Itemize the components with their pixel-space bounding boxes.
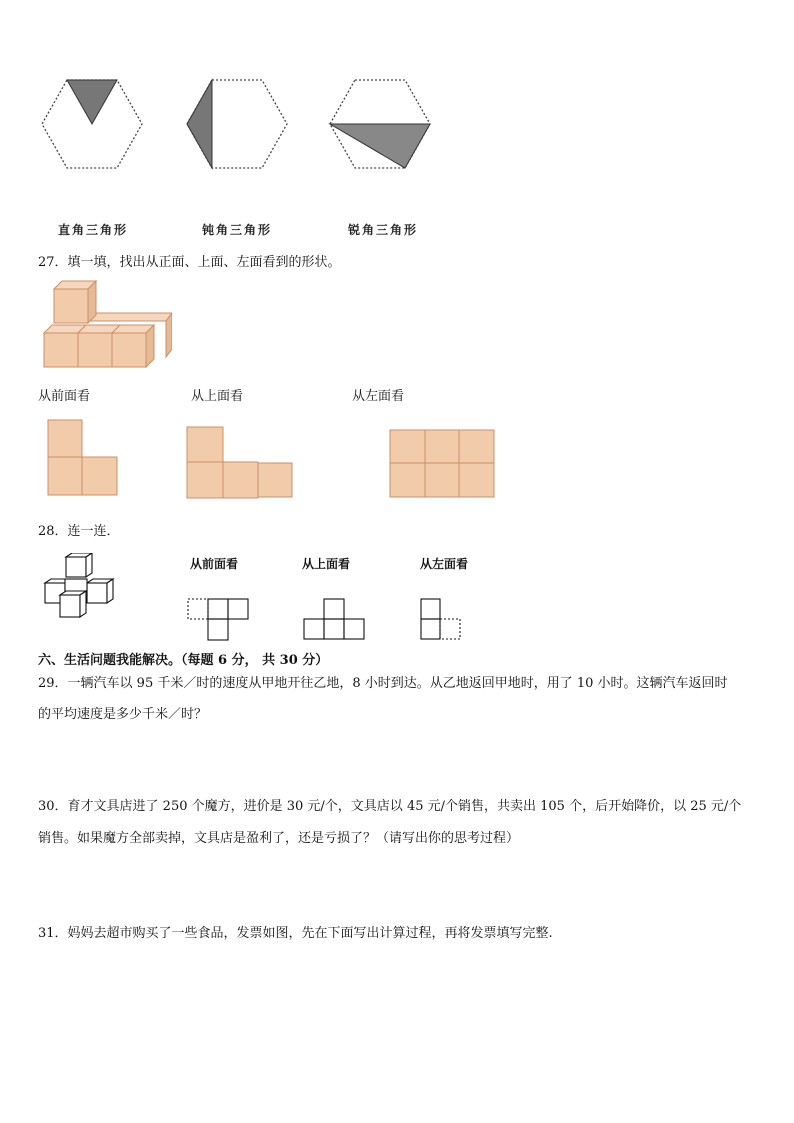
- cube-stack-svg: [42, 279, 172, 371]
- q27-view-top-label: 从上面看: [191, 389, 244, 404]
- cube-model-svg: [42, 553, 122, 621]
- hexagon-label-right: 直角三角形: [58, 223, 129, 237]
- front-view-svg: [47, 419, 119, 497]
- hexagon-figures: [40, 78, 440, 170]
- q27-view-left-label: 从左面看: [352, 389, 405, 404]
- hexagon-obtuse-triangle: [187, 80, 287, 168]
- q28-left-svg: [420, 598, 466, 642]
- q27-prompt: 27．填一填，找出从正面、上面、左面看到的形状。: [38, 255, 341, 270]
- q28-view-left-label: 从左面看: [420, 557, 469, 571]
- hexagon-label-acute: 锐角三角形: [348, 223, 419, 237]
- section-6-heading: 六、生活问题我能解决。（每题 6 分， 共 30 分）: [38, 653, 329, 668]
- q28-cube-model: [42, 553, 122, 621]
- q27-front-view: [47, 419, 119, 497]
- q31-line-1: 31．妈妈去超市购买了一些食品，发票如图，先在下面写出计算过程，再将发票填写完整.: [38, 926, 553, 941]
- q28-top-svg: [303, 598, 369, 642]
- hexagon-svg: [40, 78, 440, 170]
- q28-prompt: 28．连一连．: [38, 524, 120, 539]
- q28-top-shape: [303, 598, 369, 642]
- hexagon-label-obtuse: 钝角三角形: [202, 223, 273, 237]
- q27-left-view: [389, 429, 497, 499]
- hexagon-acute-triangle: [330, 80, 430, 168]
- q29-line-1: 29．一辆汽车以 95 千米／时的速度从甲地开往乙地，8 小时到达。从乙地返回甲地时，用了 10 小时。这辆汽车返回时: [38, 676, 728, 691]
- top-view-svg: [186, 426, 294, 500]
- q29-line-2: 的平均速度是多少千米／时？: [38, 707, 208, 722]
- q28-view-front-label: 从前面看: [190, 557, 239, 571]
- left-view-svg: [389, 429, 497, 499]
- q30-line-2: 销售。如果魔方全部卖掉，文具店是盈利了，还是亏损了？（请写出你的思考过程）: [38, 831, 520, 846]
- q28-front-svg: [187, 598, 253, 642]
- q27-top-view: [186, 426, 294, 500]
- q28-view-top-label: 从上面看: [302, 557, 351, 571]
- q30-line-1: 30．育才文具店进了 250 个魔方，进价是 30 元/个，文具店以 45 元/个销售，共卖出 105 个，后开始降价，以 25 元/个: [38, 799, 742, 814]
- q28-left-shape: [420, 598, 466, 642]
- q28-front-shape: [187, 598, 253, 642]
- q27-cube-stack: [42, 279, 172, 371]
- hexagon-right-triangle: [42, 80, 142, 168]
- q27-view-front-label: 从前面看: [38, 389, 91, 404]
